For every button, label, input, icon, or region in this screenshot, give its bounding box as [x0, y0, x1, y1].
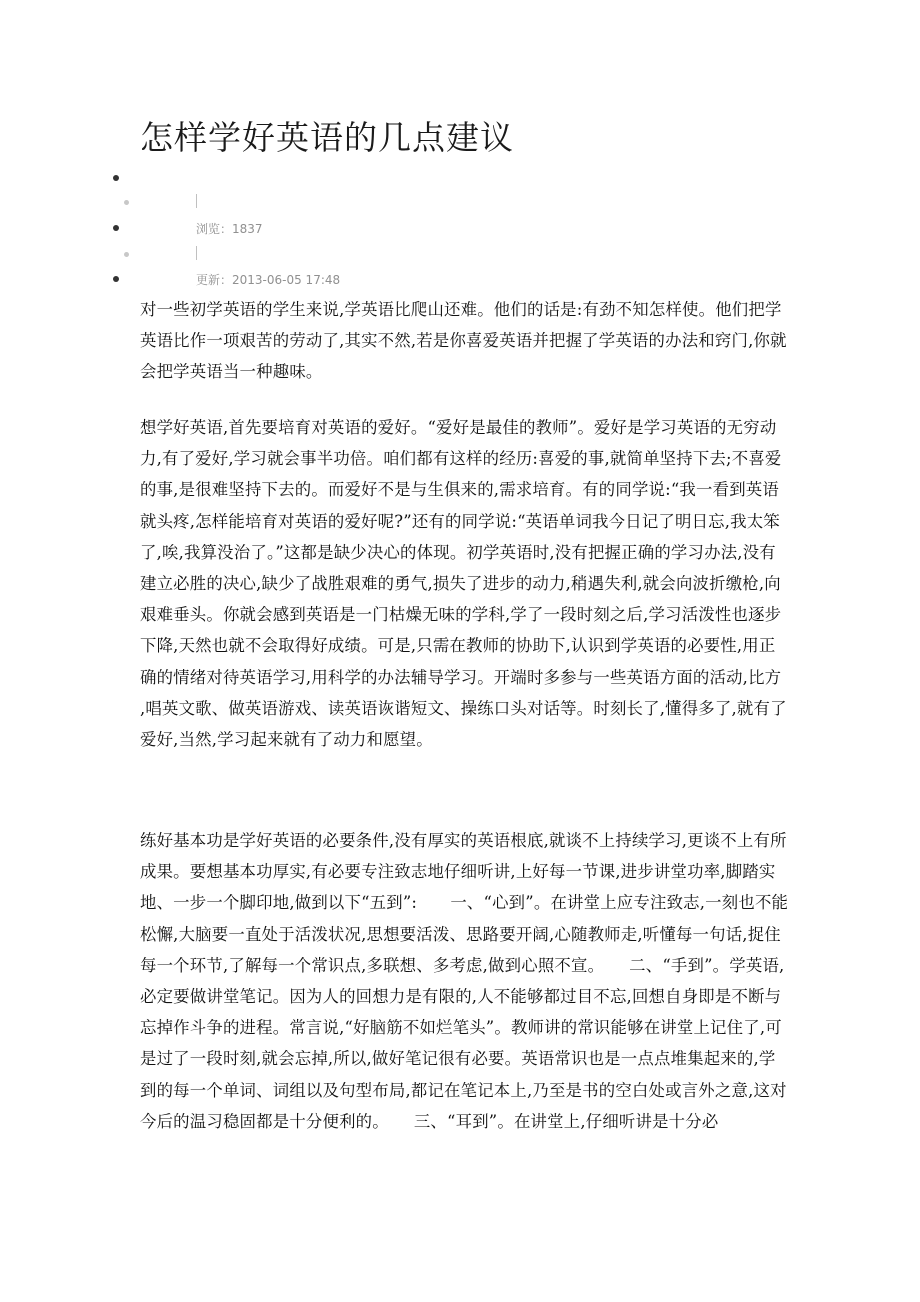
paragraph-interest: 想学好英语,首先要培育对英语的爱好。“爱好是最佳的教师”。爱好是学习英语的无穷动力,有了爱好,学习就会事半功倍。咱们都有这样的经历:喜爱的事,就简单坚持下去;不喜爱的事,是很难坚持下去的。而爱好不是与生俱来的,需求培育。有的同学说:“我一看到英语就头疼,怎样能培育对英语的爱好呢?”还有的同学说:“英语单词我今日记了明日忘,我太笨了,唉,我算没治了。”这都是缺少决心的体现。初学英语时,没有把握正确的学习办法,没有建立必胜的决心,缺少了战胜艰难的勇气,损失了进步的动力,稍遇失利,就会向波折缴枪,向艰难垂头。你就会感到英语是一门枯燥无味的学科,学了一段时刻之后,学习活泼性也逐步下降,天然也就不会取得好成绩。可是,只需在教师的协助下,认识到学英语的必要性,用正确的情绪对待英语学习,用科学的办法辅导学习。开端时多参与一些英语方面的活动,比方 ,唱英文歌、做英语游戏、读英语诙谐短文、操练口头对话等。时刻长了,懂得多了,就有了爱好,当然,学习起来就有了动力和愿望。 — [140, 418, 787, 750]
separator — [196, 246, 197, 260]
update-time: 更新：2013-06-05 17:48 — [196, 273, 341, 287]
bullet-icon — [113, 276, 119, 282]
meta-list-item — [0, 192, 920, 212]
meta-list-item — [0, 218, 920, 238]
view-count: 浏览：1837 — [196, 222, 263, 236]
bullet-icon — [124, 252, 129, 257]
bullet-icon — [124, 200, 129, 205]
meta-list-item — [0, 168, 920, 188]
paragraph-intro: 对一些初学英语的学生来说,学英语比爬山还难。他们的话是:有劲不知怎样使。他们把学英语比作一项艰苦的劳动了,其实不然,若是你喜爱英语并把握了学英语的办法和窍门,你就会把学英语当一种趣味。 — [140, 300, 787, 382]
meta-list-item — [0, 244, 920, 264]
bullet-icon — [113, 175, 119, 181]
separator — [196, 194, 197, 208]
bullet-icon — [113, 225, 119, 231]
article-title: 怎样学好英语的几点建议 — [140, 118, 514, 157]
paragraph-basics: 练好基本功是学好英语的必要条件,没有厚实的英语根底,就谈不上持续学习,更谈不上有所成果。要想基本功厚实,有必要专注致志地仔细听讲,上好每一节课,进步讲堂功率,脚踏实地、一步一个脚印地,做到以下“五到”: 一、“心到”。在讲堂上应专注致志,一刻也不能松懈,大脑要一直处于活泼状况,思想要活泼、思路要开阔,心随教师走,听懂每一句话,捉住每一个环节,了解每一个常识点,多联想、多考虑,做到心照不宣。 二、“手到”。学英语,必定要做讲堂笔记。因为人的回想力是有限的,人不能够都过目不忘,回想自身即是不断与忘掉作斗争的进程。常言说,“好脑筋不如烂笔头”。教师讲的常识能够在讲堂上记住了,可是过了一段时刻,就会忘掉,所以,做好笔记很有必要。英语常识也是一点点堆集起来的,学到的每一个单词、词组以及句型布局,都记在笔记本上,乃至是书的空白处或言外之意,这对今后的温习稳固都是十分便利的。 三、“耳到”。在讲堂上,仔细听讲是十分必 — [140, 831, 789, 1131]
meta-list-item — [0, 269, 920, 289]
